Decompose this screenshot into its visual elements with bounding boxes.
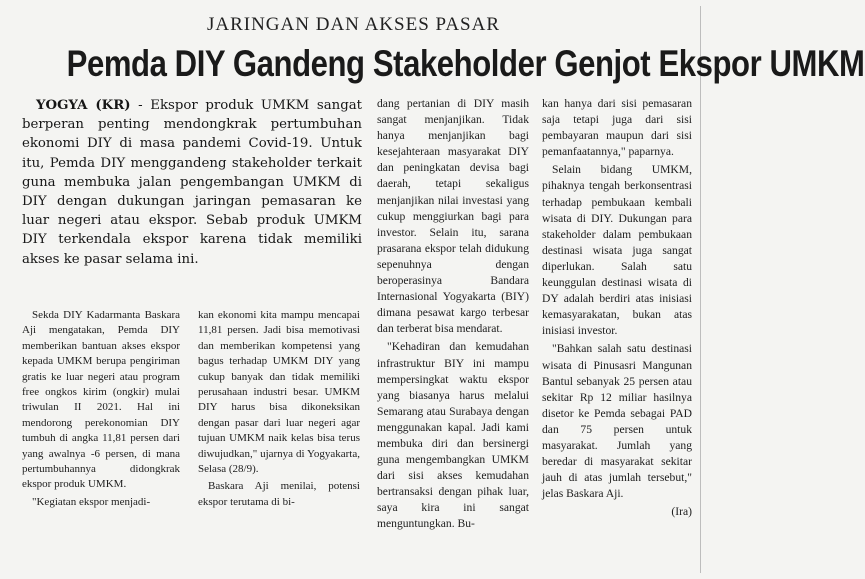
column-4: [542, 96, 692, 522]
paragraph: Baskara Aji menilai, potensi ekspor terutama di bi-: [198, 480, 360, 508]
section-kicker: JARINGAN DAN AKSES PASAR: [206, 14, 501, 35]
paragraph: kan ekonomi kita mampu mencapai 11,81 persen. Jadi bisa memotivasi dan memberikan kompetensi yang bagus terhadap UMKM DIY yang cukup banyak dan tidak memiliki perusahaan industri besar. UMKM DIY harus bisa dikoneksikan dengan pasar dari luar negeri agar tujuan UMKM naik kelas bisa terus diwujudkan," ujarnya di Yogyakarta, Selasa (28/9).: [198, 309, 360, 476]
column-2: [198, 308, 360, 512]
lead-text: - Ekspor produk UMKM sangat berperan penting mendongkrak pertumbuhan ekonomi DIY di masa pandemi Covid-19. Untuk itu, Pemda DIY menggandeng stakeholder terkait guna membuka jalan pengembangan UMKM di DIY dengan dukungan jaringan pemasaran ke luar negeri atau ekspor. Sebab produk UMKM DIY terkendala ekspor karena tidak memiliki akses ke pasar selama ini.: [22, 98, 362, 267]
paragraph: "Bahkan salah satu destinasi wisata di Pinusasri Mangunan Bantul sebanyak 25 persen atau sekitar Rp 12 miliar hasilnya disetor ke Pemda sebagai PAD dan 75 persen untuk masyarakat. Jumlah yang beredar di masyarakat sekitar jauh di atas jumlah tersebut," jelas Baskara Aji.: [542, 342, 692, 501]
lead-paragraph: [22, 96, 362, 269]
article-body: [12, 96, 695, 576]
paragraph: Selain bidang UMKM, pihaknya tengah berkonsentrasi terhadap pembukaan kembali wisata di DIY. Dukungan para stakeholder dalam pembukaan destinasi wisata juga sangat diperlukan. Salah satu keunggulan destinasi wisata di DY adalah berdiri atas inisiasi kemasyarakatan, bukan atas inisiasi investor.: [542, 163, 692, 338]
paragraph: "Kegiatan ekspor menjadi-: [32, 495, 151, 508]
paragraph: dang pertanian di DIY masih sangat menjanjikan. Tidak hanya menjanjikan bagi kesejahteraan masyarakat DIY dan peningkatan devisa bagi daerah, tetapi sekaligus menjanjikan nilai investasi yang cukup menggiurkan bagi para investor. Selain itu, sarana prasarana ekspor telah didukung sepenuhnya dengan beroperasinya Bandara Internasional Yogyakarta (BIY) dimana pesawat kargo terbesar dan terberat bisa mendarat.: [377, 97, 529, 336]
column-1: [22, 308, 180, 512]
clipping-edge: [700, 6, 701, 573]
byline-initials: (Ira): [671, 505, 692, 519]
paragraph: "Kehadiran dan kemudahan infrastruktur BIY ini mampu mempersingkat waktu ekspor yang biasanya harus melalui Semarang atau Surabaya dengan menggunakan kapal. Jadi kami membuka diri dan bersinergi guna mengembangkan UMKM dari sisi akses kemudahan bertransaksi dengan pihak luar, saya kira ini sangat menguntungkan. Bu-: [377, 340, 529, 531]
paragraph: Sekda DIY Kadarmanta Baskara Aji mengatakan, Pemda DIY memberikan bantuan akses ekspor kepada UMKM berupa pengiriman gratis ke luar negeri atau program free ongkos kirim (ongkir) mulai triwulan II 2021. Hal ini mendorong perekonomian DIY tumbuh di angka 11,81 persen dari yang awalnya -6 persen, di mana pertumbuhannya didongkrak ekspor produk UMKM.: [22, 309, 180, 491]
dateline: YOGYA (KR): [36, 98, 131, 113]
headline: Pemda DIY Gandeng Stakeholder Genjot Ekspor UMKM: [66, 43, 865, 84]
paragraph: kan hanya dari sisi pemasaran saja tetapi juga dari sisi pembayaran maupun dari sisi pemanfaatannya," paparnya.: [542, 97, 692, 159]
column-3: [377, 96, 529, 535]
